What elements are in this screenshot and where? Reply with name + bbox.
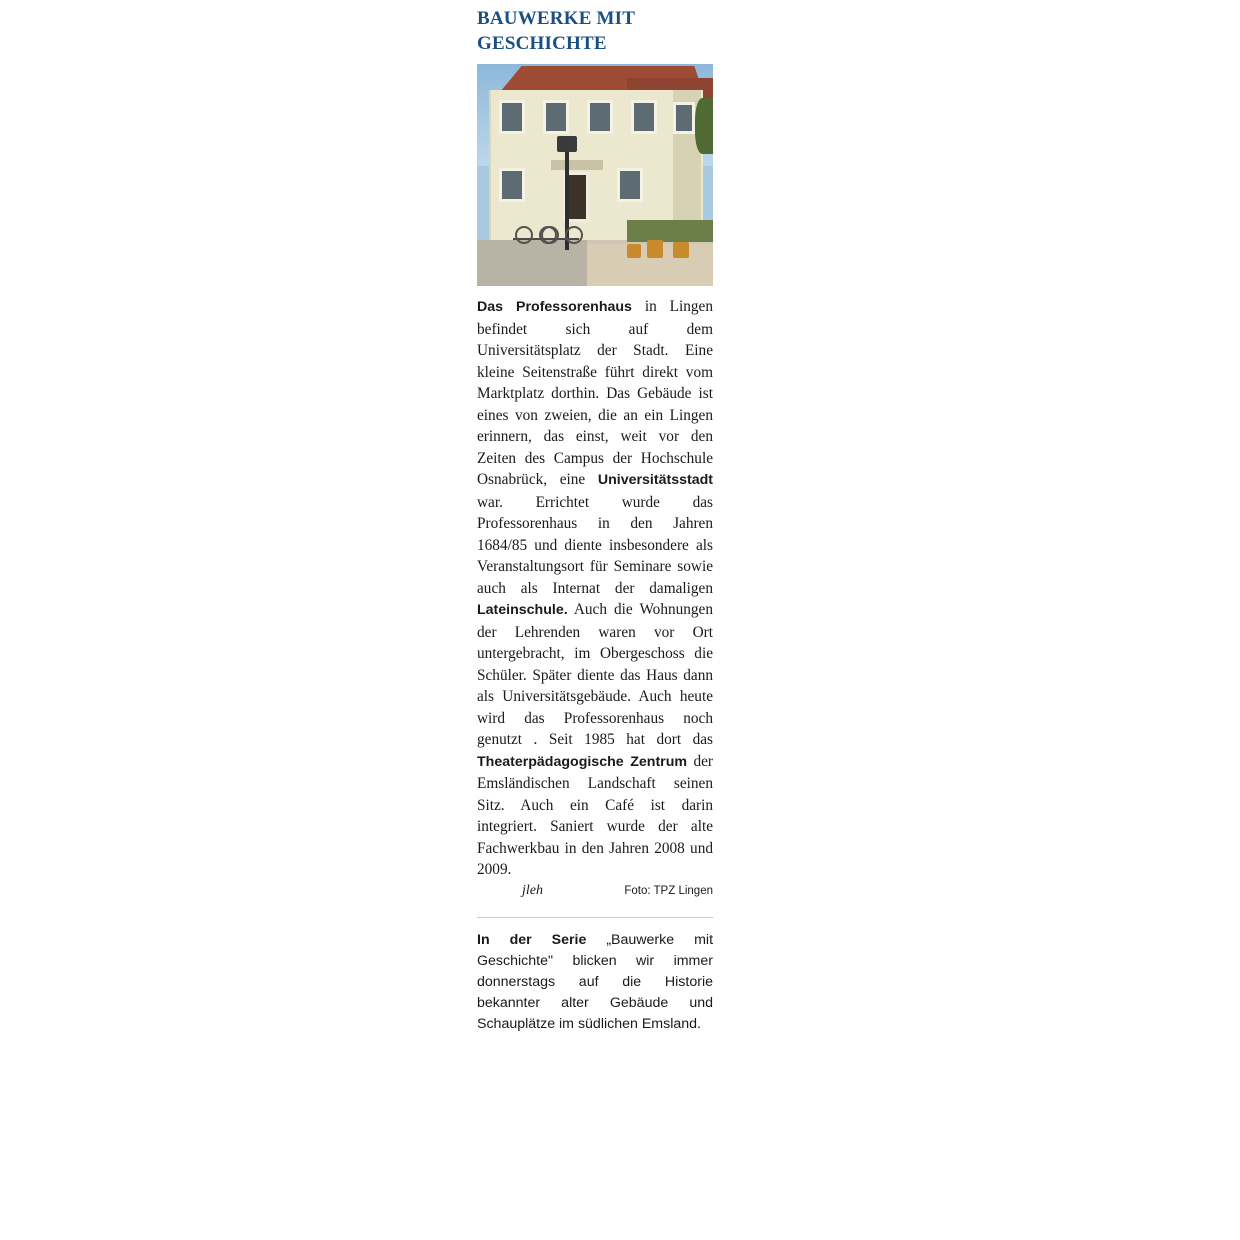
photo-bicycle: [539, 214, 579, 240]
photo-lamp-head: [557, 136, 577, 152]
article-bold-3: Theaterpädagogische Zentrum: [477, 753, 687, 770]
photo-hedge: [627, 220, 713, 242]
photo-pavement: [477, 240, 587, 286]
article-photo: [477, 64, 713, 286]
photo-window: [617, 168, 643, 202]
photo-window: [673, 102, 695, 134]
series-note-bold: In der Serie: [477, 931, 587, 948]
article-column: [477, 6, 713, 1035]
photo-chair: [673, 242, 689, 258]
photo-tree: [695, 98, 713, 154]
article-bold-1: Universitätsstadt: [597, 472, 713, 488]
article-body: [477, 296, 713, 881]
article-lead-bold: Das Professorenhaus: [477, 299, 632, 315]
page-title: BAUWERKE MIT GESCHICHTE: [477, 8, 635, 54]
photo-window: [587, 100, 613, 134]
article-body-part-3: Auch die Wohnungen der Lehrenden waren vor Ort untergebracht, im Obergeschoss die Schüler. Später diente das Haus dann als Universitätsgebäude. Auch heute wird das Professorenhaus noch genutzt . Seit 1985 hat dort das: [477, 601, 713, 748]
article-body-part-2: war. Errichtet wurde das Professorenhaus in den Jahren 1684/85 und diente insbesondere als Veranstaltungsort für Seminare sowie auch als Internat der damaligen: [477, 493, 713, 597]
credit-row: [477, 883, 713, 899]
series-note: [477, 930, 713, 1035]
photo-window: [543, 100, 569, 134]
photo-window: [499, 100, 525, 134]
photo-chair: [647, 240, 663, 258]
photo-window: [631, 100, 657, 134]
section-divider: [477, 917, 713, 918]
photo-chair: [627, 244, 641, 258]
article-body-part-1: in Lingen befindet sich auf dem Universitätsplatz der Stadt. Eine kleine Seitenstraße führt direkt vom Marktplatz dorthin. Das Gebäude ist eines von zweien, die an ein Lingen erinnern, das einst, weit vor den Zeiten des Campus der Hochschule Osnabrück, eine: [477, 298, 713, 488]
article-bold-2: Lateinschule.: [477, 602, 568, 618]
photo-entrance-canopy: [551, 160, 603, 170]
article-author: jleh: [522, 882, 543, 898]
photo-window: [499, 168, 525, 202]
article-body-part-4: der Emsländischen Landschaft seinen Sitz. Auch ein Café ist darin integriert. Saniert wurde der alte Fachwerkbau in den Jahren 2008 und 2009.: [477, 752, 713, 878]
photo-credit: Foto: TPZ Lingen: [624, 884, 713, 897]
series-note-text: „Bauwerke mit Geschichte" blicken wir immer donnerstags auf die Historie bekannter alter Gebäude und Schauplätze im südlichen Emsland.: [477, 931, 714, 1032]
